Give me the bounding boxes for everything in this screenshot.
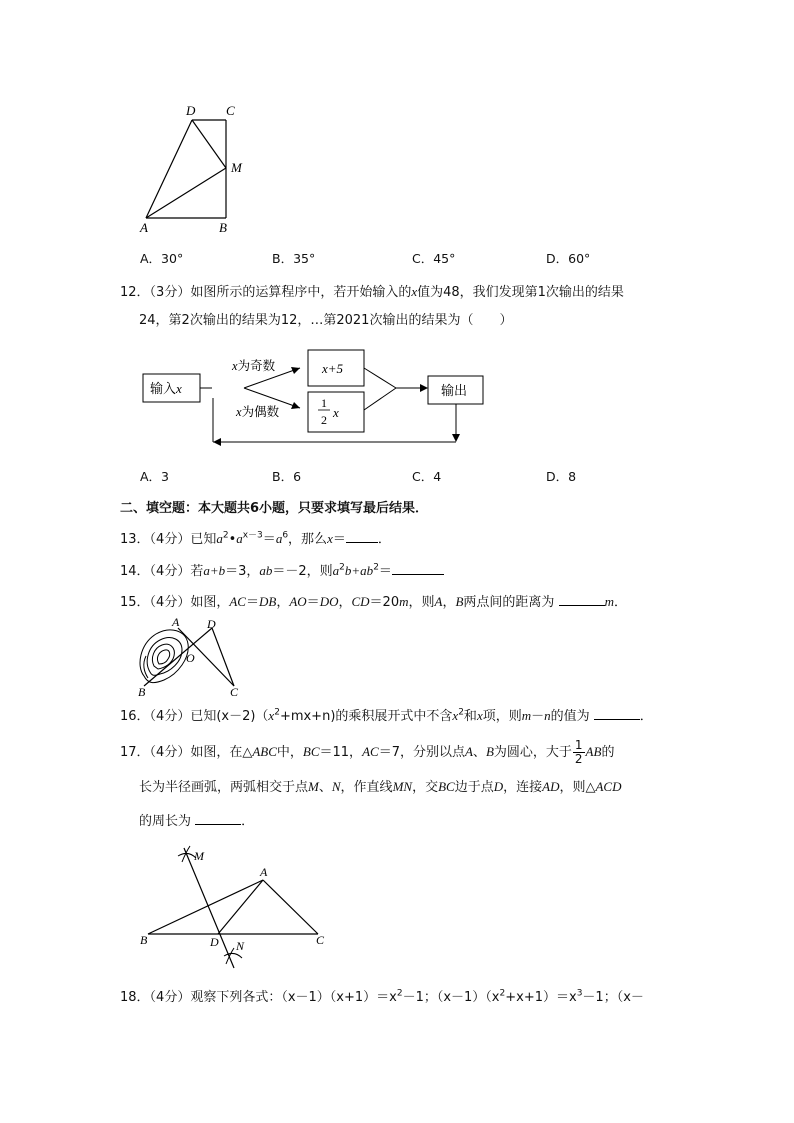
- q13-answer-blank: [346, 530, 378, 543]
- q17-line3: 的周长为 ．: [139, 814, 255, 829]
- box-top-text: x+5: [322, 361, 344, 376]
- label-o: O: [186, 651, 195, 665]
- q11-option-d: D．60°: [546, 251, 591, 266]
- q11-option-b: B．35°: [272, 251, 316, 266]
- segment-ba: [148, 880, 263, 934]
- figure-q11: [130, 100, 260, 240]
- q13: 13．（4分）已知$a^2•a^{x-3}=a^6$，那么x＝ ．: [120, 530, 391, 547]
- q12-option-d: D．8: [546, 469, 577, 484]
- label-a: A: [260, 865, 268, 879]
- q16: 16．（4分）已知$(x-2)(x^2+mx+n)$的乘积展开式中不含$x^2$和x项，则m－n的值为 ．: [120, 707, 653, 724]
- q15-answer-blank: [559, 593, 605, 606]
- figure-q15: [130, 614, 250, 700]
- label-d: D: [210, 935, 219, 949]
- label-d: D: [186, 103, 196, 118]
- label-n: N: [236, 939, 245, 953]
- segment-dm: [192, 120, 226, 168]
- label-a: A: [140, 220, 148, 235]
- frac-den: 2: [321, 413, 327, 427]
- label-c: C: [226, 103, 235, 118]
- segment-dc: [212, 628, 234, 686]
- q17-answer-blank: [195, 812, 241, 825]
- q11-option-c: C．45°: [412, 251, 456, 266]
- segment-da: [218, 880, 263, 934]
- output-label: 输出: [441, 383, 468, 398]
- segment-ac: [263, 880, 318, 934]
- label-m: M: [231, 160, 242, 175]
- q14: 14．（4分）若a+b＝3，ab＝－2，则$a^2b+ab^2=$: [120, 561, 444, 582]
- q12-option-b: B．6: [272, 469, 302, 484]
- even-label: x为偶数: [236, 405, 280, 419]
- label-c: C: [316, 933, 325, 947]
- q12-line1: 12．（3分）如图所示的运算程序中，若开始输入的x值为48，我们发现第1次输出的结果: [120, 284, 624, 300]
- line-mn: [184, 848, 234, 968]
- input-label: 输入x: [150, 381, 182, 396]
- q16-answer-blank: [594, 707, 640, 720]
- label-b: B: [140, 933, 148, 947]
- fraction-half: $\frac{1}{2}$: [574, 738, 583, 766]
- q17-line1: 17．（4分）如图，在△ABC中，BC＝11，AC＝7，分别以点A、B为圆心，大于 $\frac{1}{2}$ AB的: [120, 738, 615, 766]
- q11-option-a: A．30°: [140, 251, 184, 266]
- frac-var: x: [333, 405, 339, 420]
- frac-num: 1: [321, 396, 327, 410]
- segment-db: [144, 628, 212, 686]
- arc-n1: [224, 953, 242, 958]
- label-b: B: [219, 220, 227, 235]
- label-c: C: [230, 685, 239, 699]
- q12-line2: 24，第2次输出的结果为12，…第2021次输出的结果为（ ）: [139, 313, 513, 328]
- label-b: B: [138, 685, 146, 699]
- q14-answer-blank: [392, 562, 444, 575]
- q17-line2: 长为半径画弧，两弧相交于点M、N，作直线MN，交BC边于点D，连接AD，则△ACD: [139, 779, 622, 795]
- section-heading: 二、填空题：本大题共6小题，只要求填写最后结果．: [120, 501, 429, 516]
- q15: 15．（4分）如图，AC＝DB，AO＝DO，CD＝20m，则A，B两点间的距离为 m．: [120, 594, 627, 610]
- odd-label: x为奇数: [232, 359, 276, 373]
- flowchart-q12: [140, 346, 500, 450]
- label-m: M: [194, 849, 204, 863]
- label-d: D: [207, 617, 216, 631]
- figure-q17: [130, 838, 340, 978]
- label-a: A: [172, 615, 180, 629]
- q18: 18．（4分）观察下列各式：$(x-1)(x+1)=x^2-1$；$(x-1)(x^2+x+1)=x^3-1$；（x－: [120, 988, 644, 1005]
- q12-option-c: C．4: [412, 469, 442, 484]
- q12-option-a: A．3: [140, 469, 170, 484]
